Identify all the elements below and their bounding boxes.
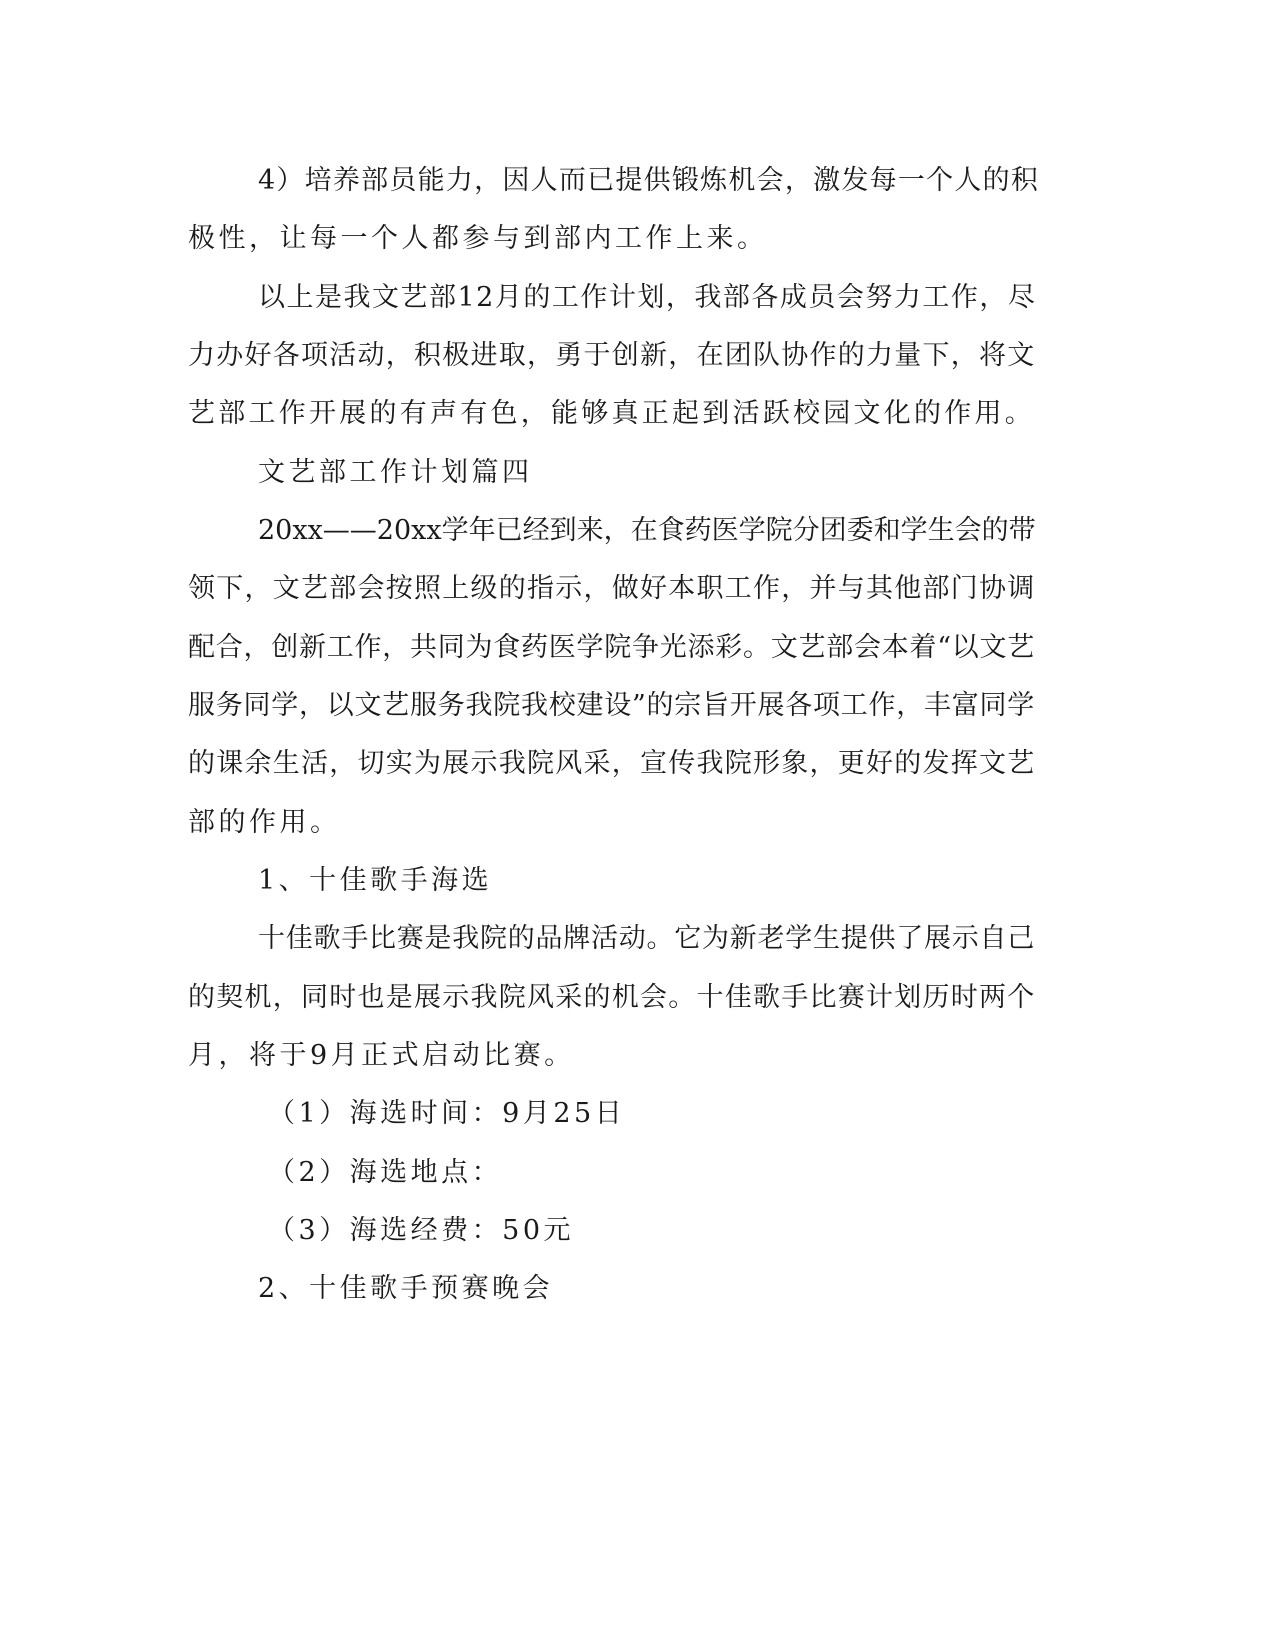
paragraph-line: 服务同学，以文艺服务我院我校建设”的宗旨开展各项工作，丰富同学	[188, 690, 1036, 721]
paragraph-line: 极性，让每一个人都参与到部内工作上来。	[188, 223, 768, 254]
paragraph-line: 部的作用。	[188, 807, 341, 838]
list-item: （3）海选经费：50元	[268, 1215, 575, 1246]
paragraph-line: 以上是我文艺部12月的工作计划，我部各成员会努力工作，尽	[258, 282, 1037, 313]
list-heading: 1、十佳歌手海选	[258, 865, 493, 896]
paragraph-line: 的契机，同时也是展示我院风采的机会。十佳歌手比赛计划历时两个	[188, 982, 1036, 1013]
paragraph-line: 十佳歌手比赛是我院的品牌活动。它为新老学生提供了展示自己	[258, 923, 1035, 954]
paragraph-line: 20xx——20xx学年已经到来，在食药医学院分团委和学生会的带	[258, 515, 1036, 546]
paragraph-line: 配合，创新工作，共同为食药医学院争光添彩。文艺部会本着“以文艺	[188, 632, 1036, 663]
paragraph-line: 的课余生活，切实为展示我院风采，宣传我院形象，更好的发挥文艺	[188, 748, 1036, 779]
paragraph-line: 领下，文艺部会按照上级的指示，做好本职工作，并与其他部门协调	[188, 573, 1036, 604]
section-heading: 文艺部工作计划篇四	[258, 457, 533, 488]
list-item: （1）海选时间：9月25日	[268, 1098, 626, 1129]
list-item: （2）海选地点：	[268, 1157, 503, 1188]
paragraph-line: 艺部工作开展的有声有色，能够真正起到活跃校园文化的作用。	[188, 398, 1035, 429]
list-heading: 2、十佳歌手预赛晚会	[258, 1273, 554, 1304]
paragraph-line: 力办好各项活动，积极进取，勇于创新，在团队协作的力量下，将文	[188, 340, 1036, 371]
paragraph-line: 4）培养部员能力，因人而已提供锻炼机会，激发每一个人的积	[258, 165, 1040, 196]
paragraph-line: 月，将于9月正式启动比赛。	[188, 1040, 575, 1071]
